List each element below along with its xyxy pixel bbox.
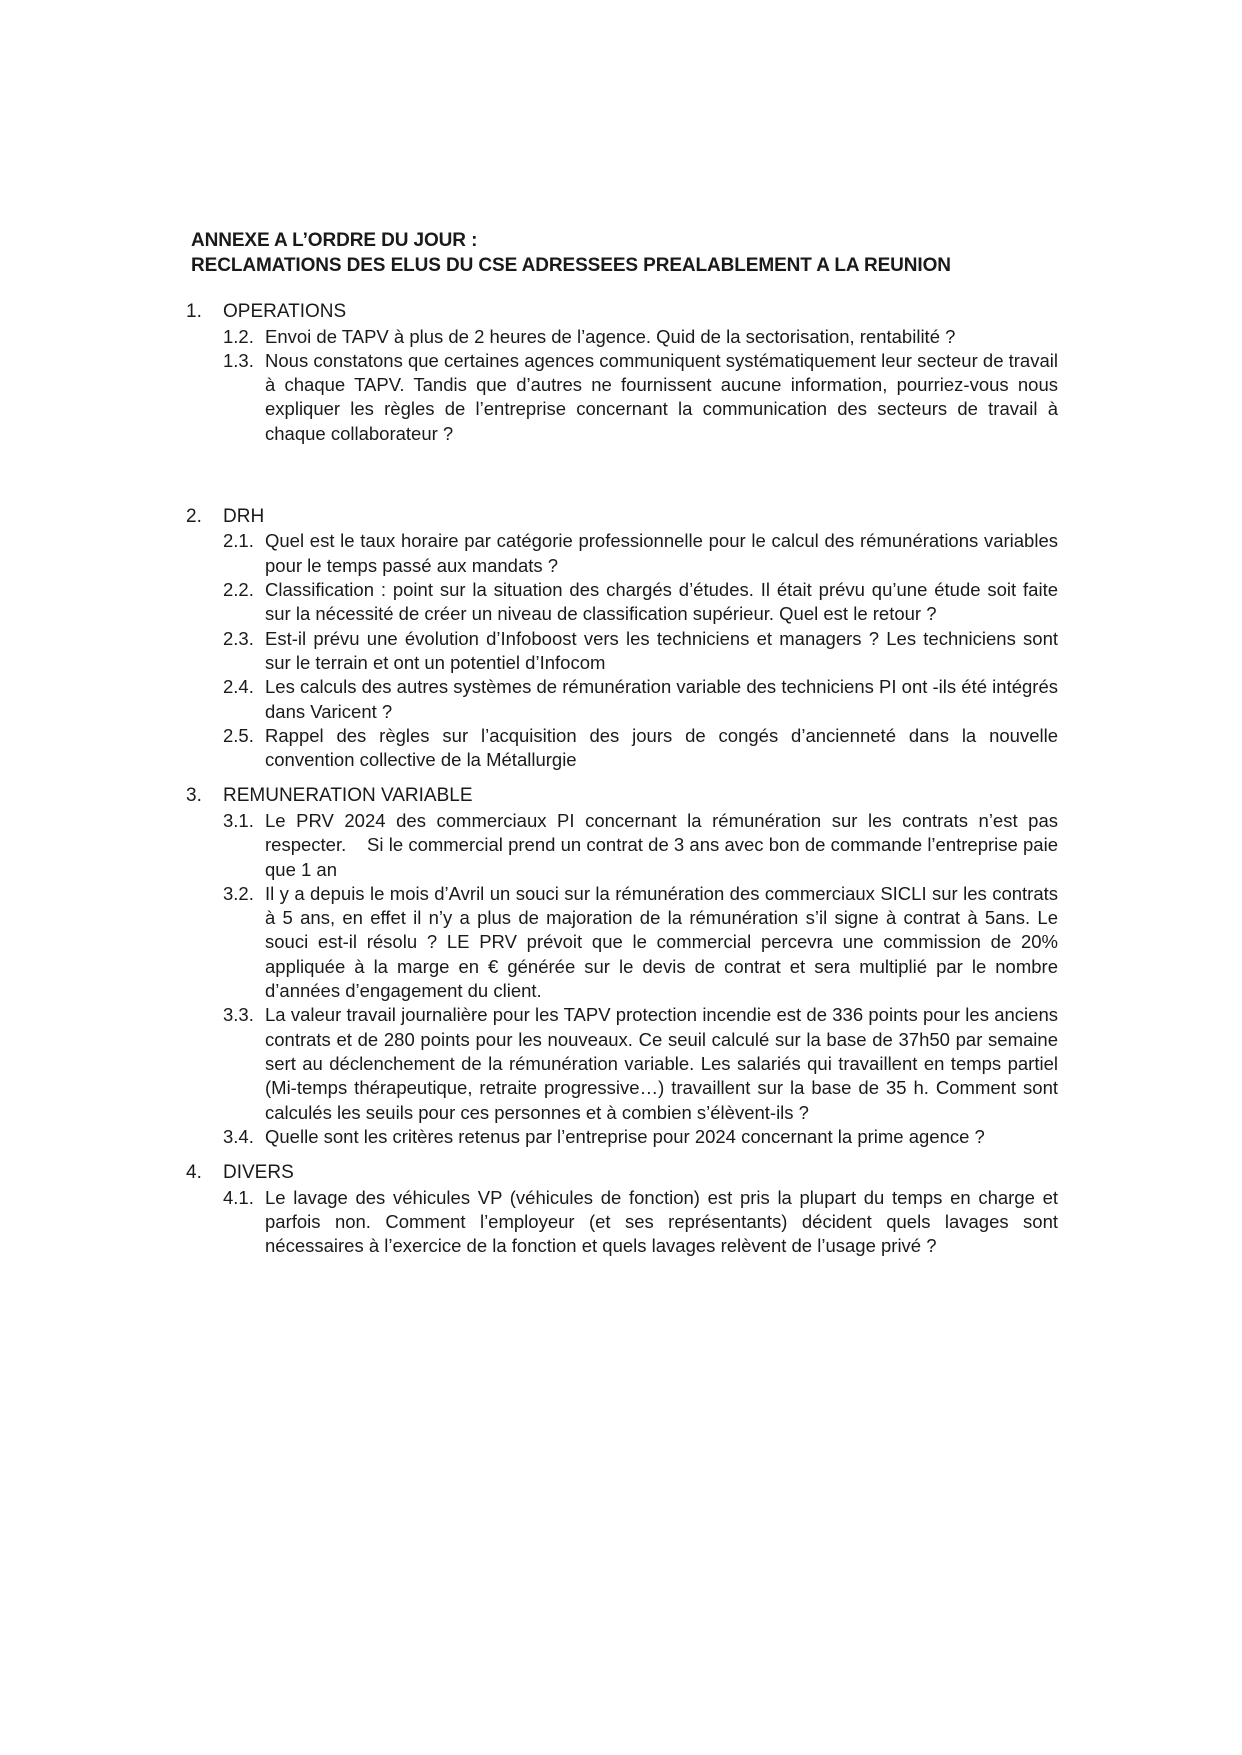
- heading-line-2: RECLAMATIONS DES ELUS DU CSE ADRESSEES PREALABLEMENT A LA REUNION: [191, 255, 951, 276]
- list-item: [186, 724, 1058, 773]
- item-number: 1.3.: [223, 349, 254, 371]
- section-heading: [186, 300, 1058, 325]
- list-item: [186, 1003, 1058, 1124]
- item-number: 3.4.: [223, 1125, 254, 1147]
- list-item: [186, 349, 1058, 446]
- list-item: [186, 809, 1064, 882]
- section-number: 1.: [186, 301, 202, 322]
- item-text: Nous constatons que certaines agences communiquent systématiquement leur secteur de travail à chaque TAPV. Tandis que d’autres ne fournissent aucune information, pourriez-vous nous expliquer les règles de l’entreprise concernant la communication des secteurs de travail à chaque collaborateur ?: [265, 349, 1058, 444]
- item-number: 3.2.: [223, 882, 254, 904]
- item-text: Quelle sont les critères retenus par l’entreprise pour 2024 concernant la prime agence ?: [265, 1125, 985, 1147]
- section-title: DRH: [223, 505, 265, 527]
- item-text: Les calculs des autres systèmes de rémunération variable des techniciens PI ont -ils été intégrés dans Varicent ?: [265, 676, 1058, 722]
- list-item: [186, 325, 1058, 349]
- item-text: La valeur travail journalière pour les TAPV protection incendie est de 336 points pour les anciens contrats et de 280 points pour les nouveaux. Ce seuil calculé sur la base de 37h50 par semaine sert au déclenchement de la rémunération variable. Les salariés qui travaillent en temps partiel (Mi-temps thérapeutique, retraite progressive…) travaillent sur la base de 35 h. Comment sont calculés les seuils pour ces personnes et à combien s’élèvent-ils ?: [265, 1004, 1058, 1123]
- item-text: Envoi de TAPV à plus de 2 heures de l’agence. Quid de la sectorisation, rentabilité ?: [265, 325, 956, 347]
- section-number: 4.: [186, 1162, 202, 1184]
- item-number: 2.4.: [223, 676, 254, 698]
- section-remuneration-variable: [186, 784, 1064, 1149]
- item-number: 2.1.: [223, 530, 254, 552]
- item-text: Le lavage des véhicules VP (véhicules de fonction) est pris la plupart du temps en charge et parfois non. Comment l’employeur (et ses représentants) décident quels lavages sont nécessaires à l’exercice de la fonction et quels lavages relèvent de l’usage privé ?: [265, 1186, 1058, 1257]
- list-item: [186, 627, 1058, 676]
- list-item: [186, 1186, 1058, 1259]
- list-item: [186, 1125, 1058, 1149]
- document-body: [186, 300, 1064, 1259]
- list-item: [186, 675, 1058, 724]
- item-text: Quel est le taux horaire par catégorie professionnelle pour le calcul des rémunérations variables pour le temps passé aux mandats ?: [265, 530, 1058, 576]
- list-item: [186, 882, 1058, 1003]
- section-title: OPERATIONS: [223, 301, 347, 322]
- item-text: Il y a depuis le mois d’Avril un souci sur la rémunération des commerciaux SICLI sur les contrats à 5 ans, en effet il n’y a plus de majoration de la rémunération s’il signe à contrat à 5ans. Le souci est-il résolu ? LE PRV prévoit que le commercial percevra une commission de 20% appliquée à la marge en € générée sur le devis de contrat et sera multiplié par le nombre d’années d’engagement du client.: [265, 882, 1058, 1002]
- item-number: 3.1.: [223, 809, 254, 831]
- section-heading: [186, 784, 1058, 809]
- section-heading: [186, 505, 1058, 530]
- item-text: Rappel des règles sur l’acquisition des jours de congés d’ancienneté dans la nouvelle convention collective de la Métallurgie: [265, 724, 1058, 771]
- item-number: 1.2.: [223, 325, 254, 347]
- list-item: [186, 578, 1058, 627]
- section-title: REMUNERATION VARIABLE: [223, 785, 473, 807]
- item-number: 4.1.: [223, 1186, 254, 1208]
- section-number: 3.: [186, 785, 202, 807]
- section-divers: [186, 1161, 1058, 1258]
- item-text: Le PRV 2024 des commerciaux PI concernant la rémunération sur les contrats n’est pas respecter. Si le commercial prend un contrat de 3 ans avec bon de commande l’entreprise paie que 1 an: [265, 809, 1064, 880]
- item-text: Est-il prévu une évolution d’Infoboost vers les techniciens et managers ? Les techniciens sont sur le terrain et ont un potentiel d’Infocom: [265, 627, 1058, 673]
- item-number: 2.3.: [223, 627, 254, 649]
- section-number: 2.: [186, 505, 202, 527]
- heading-line-1: ANNEXE A L’ORDRE DU JOUR :: [191, 230, 478, 251]
- item-number: 2.2.: [223, 579, 254, 601]
- section-operations: [186, 300, 1058, 446]
- section-drh: [186, 505, 1058, 772]
- section-title: DIVERS: [223, 1162, 294, 1184]
- document-heading: [191, 228, 951, 278]
- item-text: Classification : point sur la situation des chargés d’études. Il était prévu qu’une étude soit faite sur la nécessité de créer un niveau de classification supérieur. Quel est le retour ?: [265, 579, 1058, 625]
- list-item: [186, 529, 1058, 578]
- section-heading: [186, 1161, 1058, 1186]
- item-number: 3.3.: [223, 1004, 254, 1026]
- item-number: 2.5.: [223, 724, 254, 746]
